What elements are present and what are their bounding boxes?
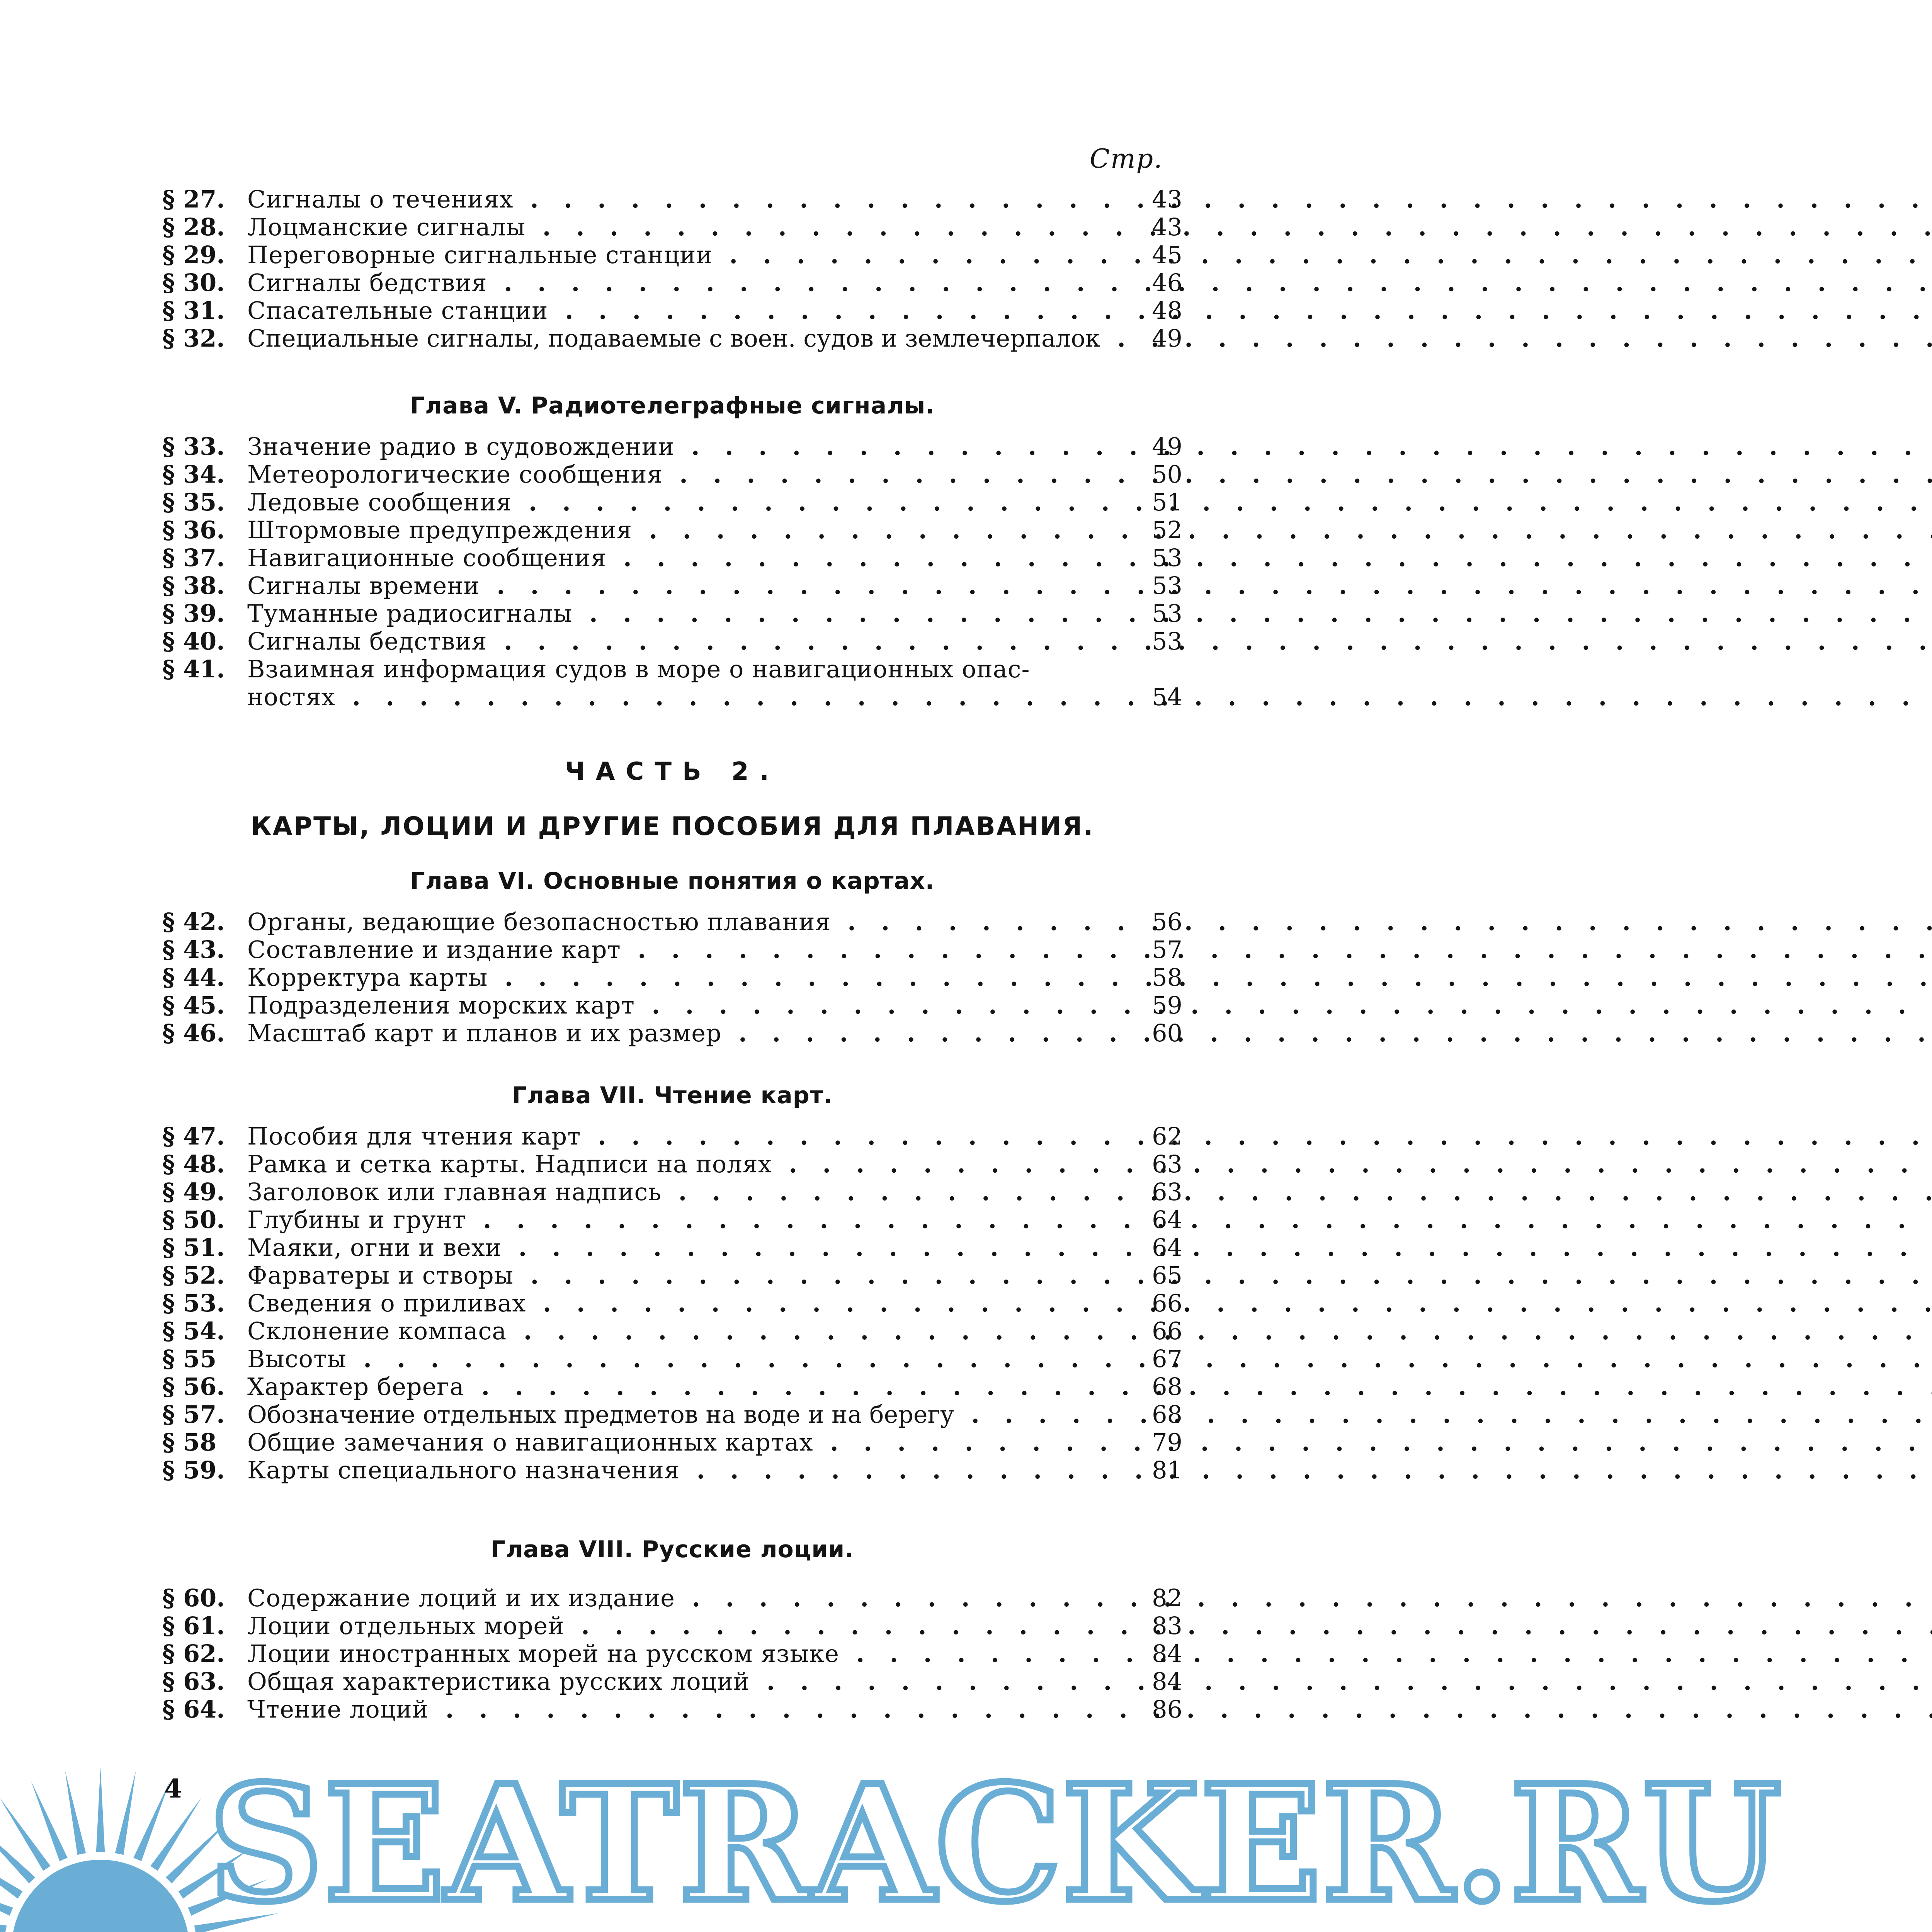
toc-para-number: § 62. <box>162 1639 225 1668</box>
toc-para-number: § 45. <box>162 991 225 1019</box>
chapter-viii-heading: Глава VIII. Русские лоции. <box>490 1536 854 1563</box>
toc-para-number: § 60. <box>162 1584 225 1612</box>
toc-para-number: § 35. <box>162 488 225 516</box>
toc-para-number: § 51. <box>162 1233 225 1262</box>
toc-para-number: § 46. <box>162 1019 225 1047</box>
toc-page-number: 66 <box>1152 1317 1182 1345</box>
toc-entry <box>162 936 1182 964</box>
toc-para-number: § 63. <box>162 1667 225 1696</box>
toc-page-number: 56 <box>1152 908 1182 936</box>
toc-page-number: 66 <box>1152 1289 1182 1317</box>
toc-page-number: 53 <box>1152 599 1182 628</box>
toc-entry-title: Метеорологические сообщения . . . <box>247 461 1119 488</box>
toc-entry <box>162 1429 1182 1456</box>
toc-entry <box>162 1122 1182 1150</box>
toc-entry <box>162 1289 1182 1317</box>
toc-para-number: § 33. <box>162 432 225 461</box>
part-title: ЧАСТЬ 2. <box>565 757 780 786</box>
toc-para-number: § 30. <box>162 269 225 297</box>
toc-page-number: 68 <box>1152 1400 1182 1429</box>
toc-entry <box>162 269 1182 297</box>
toc-entry-title: Заголовок или главная надпись . . . <box>247 1178 1119 1206</box>
toc-entry <box>162 1696 1182 1723</box>
toc-page-number: 82 <box>1152 1584 1182 1612</box>
toc-para-number: § 42. <box>162 908 225 936</box>
toc-group-e <box>162 1584 1182 1723</box>
sun-ray <box>0 1913 7 1932</box>
toc-page-number: 81 <box>1152 1456 1182 1484</box>
toc-entry <box>162 964 1182 992</box>
toc-entry-title: Значение радио в судовождении . . . <box>247 433 1119 461</box>
toc-entry-title: Переговорные сигнальные станции . . . <box>247 241 1119 269</box>
toc-entry-title: Глубины и грунт . . . <box>247 1206 1119 1234</box>
toc-page-number: 60 <box>1152 1019 1182 1047</box>
toc-entry-title: Масштаб карт и планов и их размер . . . <box>247 1019 1119 1047</box>
toc-page-number: 57 <box>1152 935 1182 964</box>
toc-entry-title: Сигналы времени . . . <box>247 572 1119 600</box>
toc-page-number: 43 <box>1152 185 1182 213</box>
toc-para-number: § 53. <box>162 1289 225 1317</box>
toc-entry <box>162 1234 1182 1262</box>
toc-entry <box>162 241 1182 269</box>
toc-entry-title: Составление и издание карт . . . <box>247 936 1119 964</box>
toc-page-number: 59 <box>1152 991 1182 1019</box>
toc-para-number: § 29. <box>162 241 225 269</box>
toc-group-c <box>162 908 1182 1047</box>
page-number: 4 <box>164 1774 182 1804</box>
toc-para-number: § 48. <box>162 1150 225 1178</box>
toc-page-number: 86 <box>1152 1695 1182 1723</box>
toc-entry-title: Карты специального назначения . . . <box>247 1456 1119 1484</box>
toc-page-number: 49 <box>1152 324 1182 352</box>
toc-entry-title: Маяки, огни и вехи . . . <box>247 1234 1119 1262</box>
toc-page-number: 83 <box>1152 1612 1182 1640</box>
toc-page-number: 68 <box>1152 1372 1182 1401</box>
toc-entry <box>162 1640 1182 1668</box>
toc-entry <box>162 488 1182 516</box>
toc-para-number: § 47. <box>162 1122 225 1150</box>
toc-page-number: 54 <box>1152 683 1182 711</box>
toc-entry <box>162 1345 1182 1373</box>
toc-entry <box>162 1150 1182 1178</box>
part-subtitle: КАРТЫ, ЛОЦИИ И ДРУГИЕ ПОСОБИЯ ДЛЯ ПЛАВАНИЯ. <box>250 811 1094 841</box>
toc-entry <box>162 433 1182 461</box>
toc-group-b <box>162 433 1182 711</box>
toc-para-number: § 41. <box>162 655 225 683</box>
page-column-header: Стр. <box>1090 144 1163 174</box>
toc-entry <box>162 628 1182 655</box>
toc-entry-title: Ледовые сообщения . . . <box>247 488 1119 516</box>
sun-ray <box>0 1848 23 1899</box>
toc-para-number: § 54. <box>162 1317 225 1345</box>
toc-para-number: § 43. <box>162 935 225 964</box>
toc-entry <box>162 1373 1182 1401</box>
watermark-text: SEATRACKER.RU <box>209 1750 1782 1932</box>
toc-page-number: 46 <box>1152 269 1182 297</box>
toc-entry <box>162 600 1182 628</box>
toc-para-number: § 56. <box>162 1372 225 1401</box>
chapter-v-heading: Глава V. Радиотелеграфные сигналы. <box>410 392 935 419</box>
toc-entry <box>162 544 1182 572</box>
toc-entry-multiline <box>162 655 1182 711</box>
toc-entry-title: Общая характеристика русских лоций . . . <box>247 1668 1119 1696</box>
toc-para-number: § 64. <box>162 1695 225 1723</box>
toc-para-number: § 39. <box>162 599 225 628</box>
toc-entry-title: Фарватеры и створы . . . <box>247 1262 1119 1289</box>
toc-para-number: § 37. <box>162 544 225 572</box>
toc-page-number: 84 <box>1152 1667 1182 1696</box>
toc-page-number: 67 <box>1152 1345 1182 1373</box>
toc-entry <box>162 297 1182 325</box>
toc-entry-title: Спасательные станции . . . <box>247 297 1119 325</box>
toc-entry <box>162 1317 1182 1345</box>
toc-entry <box>162 185 1182 213</box>
toc-entry <box>162 1178 1182 1206</box>
toc-entry-title: Содержание лоций и их издание . . . <box>247 1584 1119 1612</box>
toc-page-number: 65 <box>1152 1261 1182 1289</box>
toc-para-number: § 61. <box>162 1612 225 1640</box>
toc-para-number: § 52. <box>162 1261 225 1289</box>
toc-entry-title-continuation: ностях . . . <box>247 683 1119 711</box>
toc-para-number: § 49. <box>162 1178 225 1206</box>
toc-entry <box>162 1612 1182 1640</box>
toc-page-number: 52 <box>1152 516 1182 544</box>
sun-ray <box>96 1767 105 1852</box>
toc-entry <box>162 516 1182 544</box>
toc-para-number: § 59. <box>162 1456 225 1484</box>
toc-page-number: 53 <box>1152 627 1182 655</box>
toc-entry-title: Корректура карты . . . <box>247 964 1119 992</box>
toc-page-number: 45 <box>1152 241 1182 269</box>
toc-para-number: § 57. <box>162 1400 225 1429</box>
toc-entry-title: Высоты . . . <box>247 1345 1119 1373</box>
toc-entry-title: Штормовые предупреждения . . . <box>247 516 1119 544</box>
toc-entry-title: Склонение компаса . . . <box>247 1317 1119 1345</box>
toc-entry <box>162 1401 1182 1429</box>
toc-entry <box>162 1668 1182 1696</box>
toc-entry-title: Лоцманские сигналы . . . <box>247 213 1119 241</box>
toc-entry <box>162 1262 1182 1289</box>
toc-entry <box>162 461 1182 488</box>
toc-para-number: § 36. <box>162 516 225 544</box>
toc-para-number: § 55 <box>162 1345 217 1373</box>
toc-entry-title: Лоции иностранных морей на русском языке . . . <box>247 1640 1119 1668</box>
toc-entry <box>162 325 1182 352</box>
toc-entry <box>162 992 1182 1019</box>
toc-entry-title: Пособия для чтения карт . . . <box>247 1122 1119 1150</box>
toc-page-number: 63 <box>1152 1150 1182 1178</box>
sun-ray <box>0 1820 35 1884</box>
toc-entry-title: Специальные сигналы, подаваемые с воен. судов и землечерпалок . . . <box>247 325 1119 352</box>
toc-entry-title: Чтение лоций . . . <box>247 1696 1119 1723</box>
toc-entry <box>162 1456 1182 1484</box>
toc-para-number: § 34. <box>162 460 225 488</box>
toc-entry-title: Подразделения морских карт . . . <box>247 992 1119 1019</box>
toc-para-number: § 40. <box>162 627 225 655</box>
toc-entry-title: Обозначение отдельных предметов на воде и на берегу . . . <box>247 1401 1119 1429</box>
toc-page-number: 64 <box>1152 1233 1182 1262</box>
toc-page-number: 49 <box>1152 432 1182 461</box>
toc-entry <box>162 1019 1182 1047</box>
chapter-vii-heading: Глава VII. Чтение карт. <box>512 1082 833 1109</box>
toc-entry <box>162 908 1182 936</box>
toc-page-number: 62 <box>1152 1122 1182 1150</box>
toc-para-number: § 50. <box>162 1206 225 1234</box>
toc-entry-title: Сигналы бедствия . . . <box>247 628 1119 655</box>
toc-entry-title: Сведения о приливах . . . <box>247 1289 1119 1317</box>
toc-para-number: § 28. <box>162 213 225 241</box>
toc-para-number: § 31. <box>162 296 225 325</box>
toc-para-number: § 38. <box>162 571 225 600</box>
toc-entry-title: Лоции отдельных морей . . . <box>247 1612 1119 1640</box>
toc-entry <box>162 213 1182 241</box>
toc-page-number: 63 <box>1152 1178 1182 1206</box>
toc-para-number: § 44. <box>162 963 225 992</box>
toc-page-number: 58 <box>1152 963 1182 992</box>
toc-entry <box>162 1206 1182 1234</box>
toc-entry-title: Туманные радиосигналы . . . <box>247 600 1119 628</box>
toc-entry <box>162 1584 1182 1612</box>
toc-page-number: 79 <box>1152 1428 1182 1456</box>
chapter-vi-heading: Глава VI. Основные понятия о картах. <box>410 867 935 895</box>
toc-entry-title: Навигационные сообщения . . . <box>247 544 1119 572</box>
toc-entry-title: Взаимная информация судов в море о навигационных опас- <box>247 655 1030 683</box>
toc-page-number: 50 <box>1152 460 1182 488</box>
toc-entry-title: Общие замечания о навигационных картах . . . <box>247 1429 1119 1456</box>
sun-ray <box>65 1770 86 1855</box>
toc-page-number: 43 <box>1152 213 1182 241</box>
toc-entry-title: Органы, ведающие безопасностью плавания . . . <box>247 908 1119 936</box>
toc-group-d <box>162 1122 1182 1484</box>
toc-page-number: 48 <box>1152 296 1182 325</box>
toc-page-number: 53 <box>1152 544 1182 572</box>
sun-ray <box>115 1770 136 1855</box>
toc-para-number: § 58 <box>162 1428 217 1456</box>
toc-entry-title: Сигналы о течениях . . . <box>247 185 1119 213</box>
toc-entry-title: Характер берега . . . <box>247 1373 1119 1401</box>
toc-page-number: 53 <box>1152 571 1182 600</box>
toc-page-number: 51 <box>1152 488 1182 516</box>
toc-para-number: § 32. <box>162 324 225 352</box>
toc-entry <box>162 572 1182 600</box>
toc-group-a <box>162 185 1182 352</box>
toc-para-number: § 27. <box>162 185 225 213</box>
toc-page-number: 84 <box>1152 1639 1182 1668</box>
toc-entry-title: Сигналы бедствия . . . <box>247 269 1119 297</box>
toc-entry-title: Рамка и сетка карты. Надписи на полях . . . <box>247 1150 1119 1178</box>
toc-page-number: 64 <box>1152 1206 1182 1234</box>
